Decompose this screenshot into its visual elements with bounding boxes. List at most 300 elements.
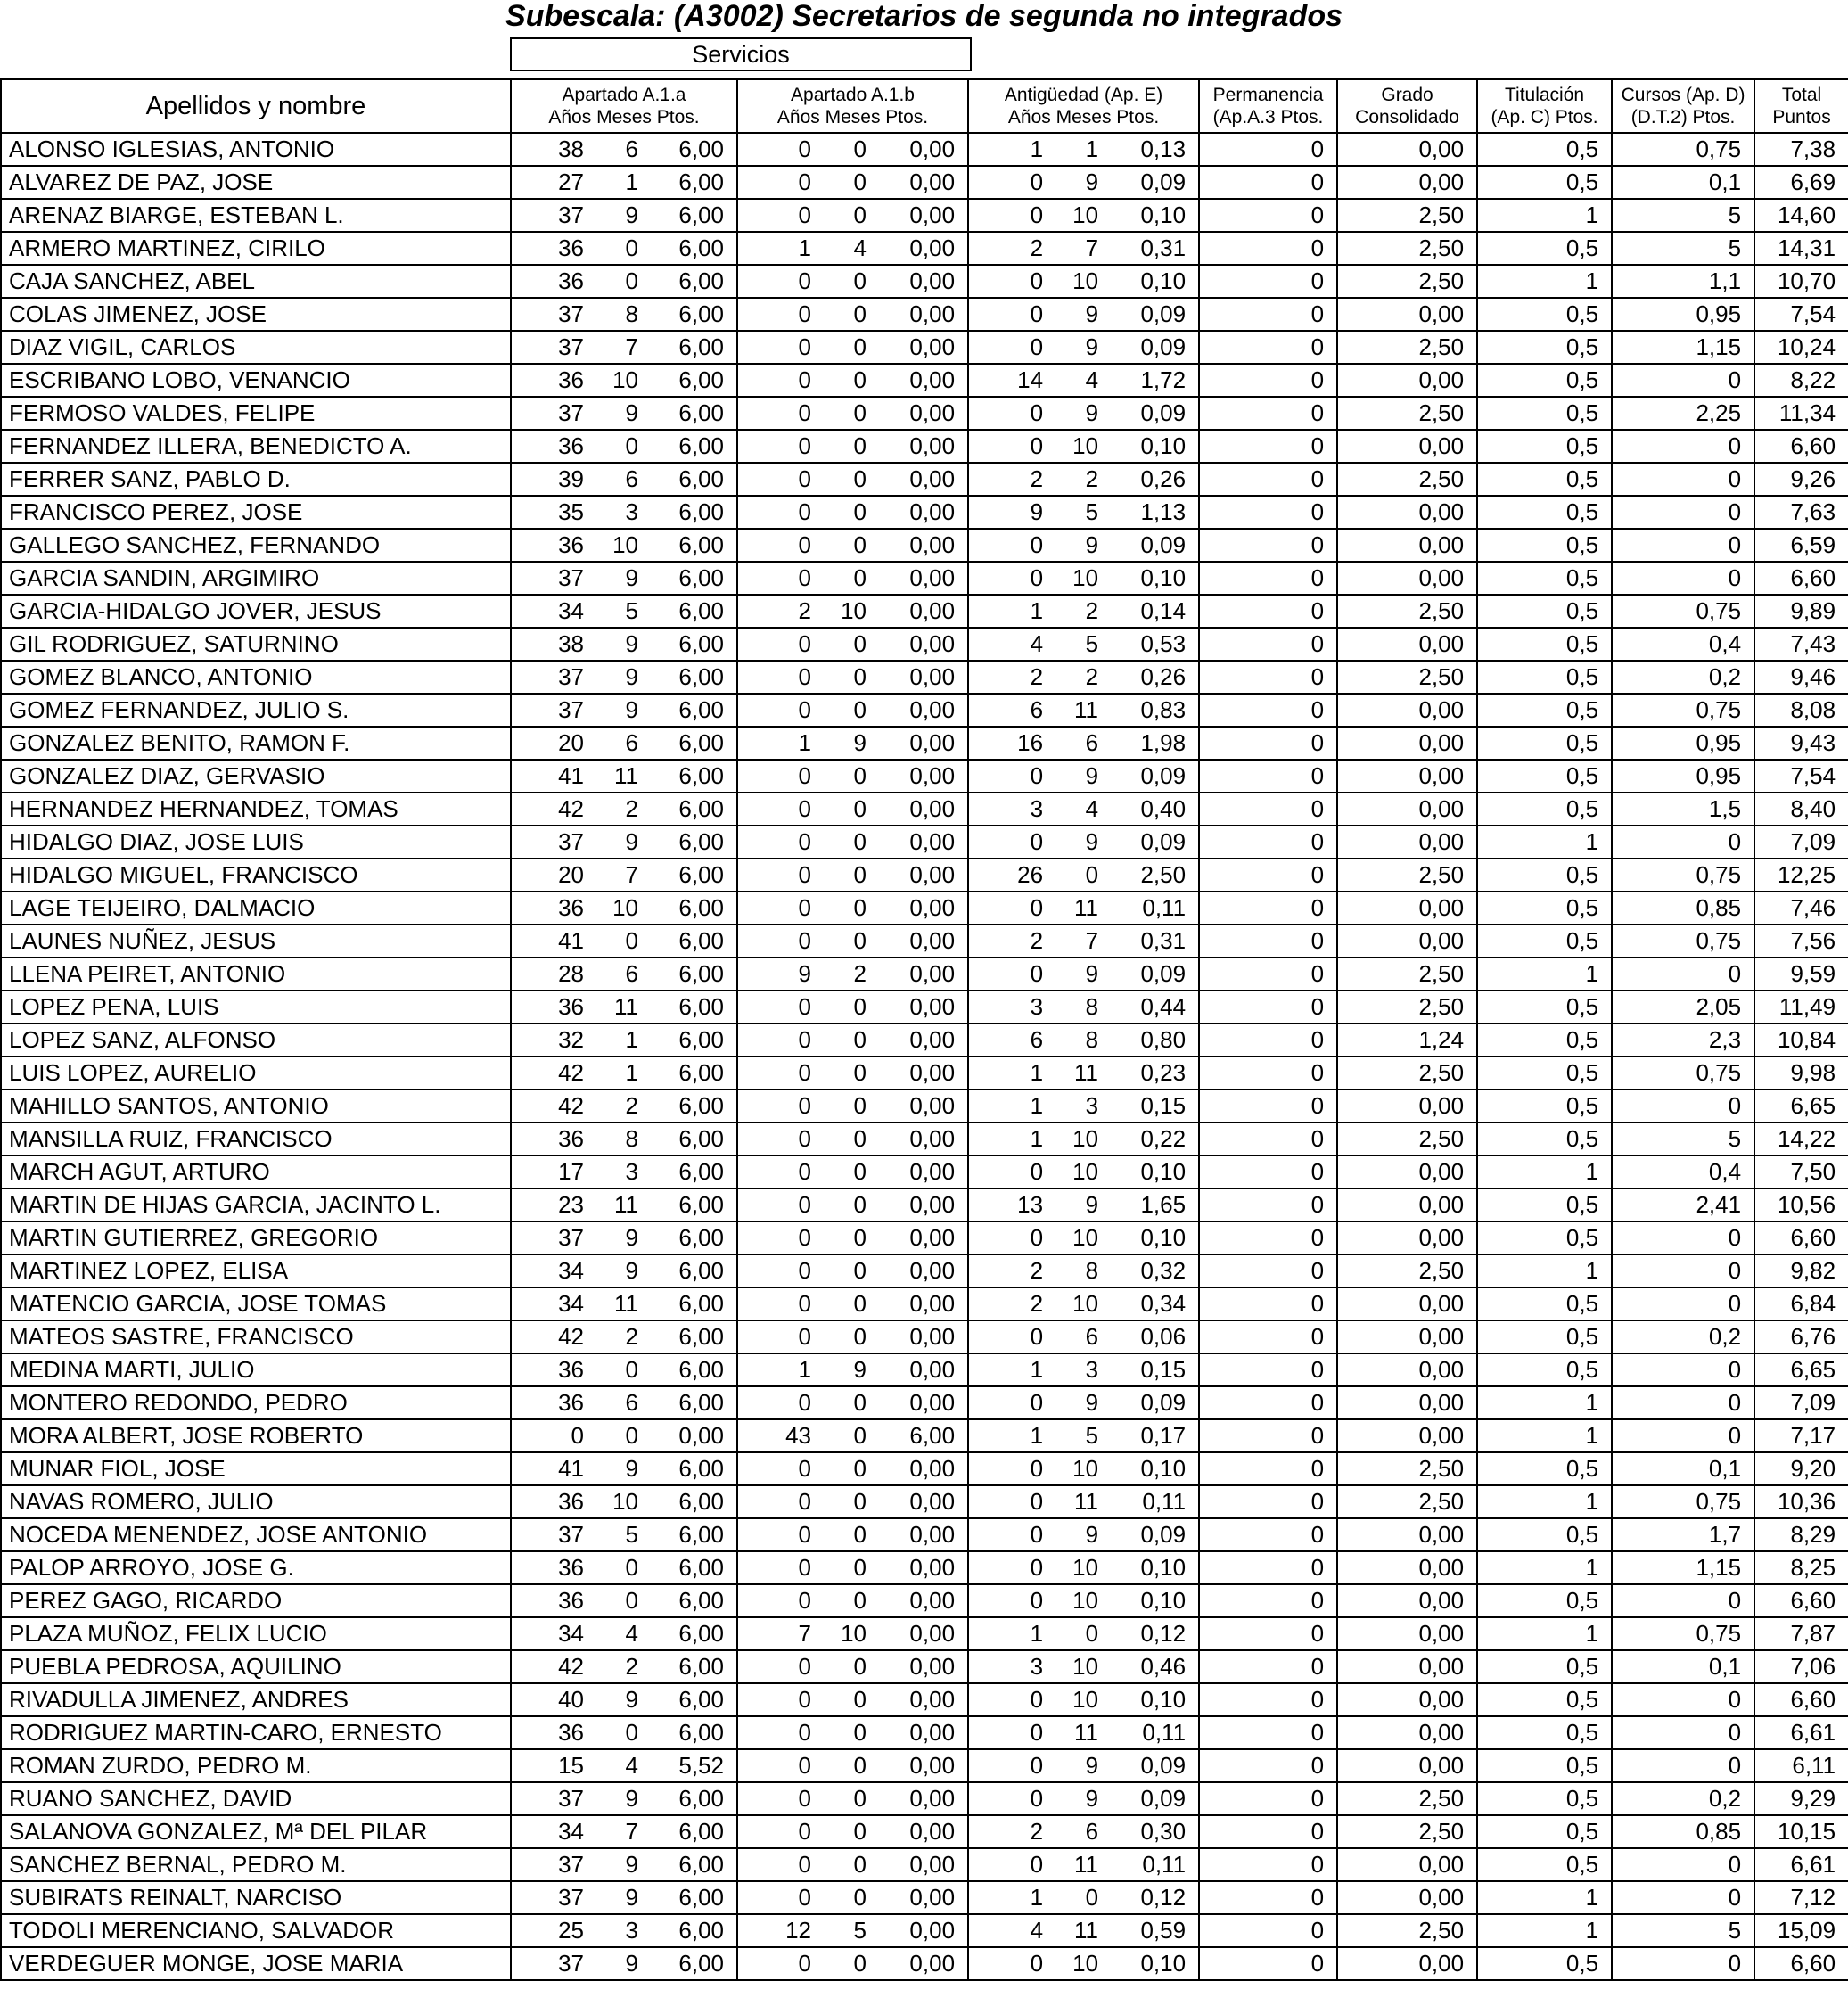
cell-grado: 0,00	[1337, 1188, 1477, 1221]
cell-grado: 2,50	[1337, 958, 1477, 991]
cell-cursos: 0	[1612, 562, 1754, 595]
table-row	[1, 1419, 1848, 1452]
cell-titulacion: 0,5	[1477, 463, 1612, 496]
cell-total: 8,22	[1754, 364, 1848, 397]
cell-a1a-years: 42	[511, 793, 589, 826]
cell-titulacion: 1	[1477, 1386, 1612, 1419]
cell-titulacion: 0,5	[1477, 397, 1612, 430]
cell-a1b-points: 0,00	[872, 1716, 968, 1749]
cell-ant-months: 6	[1048, 1815, 1104, 1848]
cell-name: MEDINA MARTI, JULIO	[1, 1353, 511, 1386]
cell-ant-years: 6	[968, 694, 1048, 727]
cell-a1a-points: 6,00	[644, 1320, 737, 1353]
cell-ant-months: 9	[1048, 166, 1104, 199]
cell-ant-months: 11	[1048, 1914, 1104, 1947]
cell-cursos: 5	[1612, 232, 1754, 265]
cell-a1a-points: 6,00	[644, 1122, 737, 1155]
cell-name: CAJA SANCHEZ, ABEL	[1, 265, 511, 298]
table-row	[1, 1749, 1848, 1782]
cell-cursos: 0	[1612, 1254, 1754, 1287]
column-header-cursos	[1612, 79, 1754, 133]
cell-permanencia: 0	[1199, 1683, 1337, 1716]
cell-ant-points: 1,13	[1104, 496, 1199, 529]
cell-total: 7,09	[1754, 826, 1848, 859]
cell-ant-points: 0,32	[1104, 1254, 1199, 1287]
cell-titulacion: 0,5	[1477, 562, 1612, 595]
cell-ant-years: 0	[968, 1386, 1048, 1419]
cell-a1a-years: 37	[511, 826, 589, 859]
cell-cursos: 0	[1612, 1683, 1754, 1716]
cell-cursos: 0,75	[1612, 859, 1754, 892]
cell-total: 6,60	[1754, 430, 1848, 463]
table-body	[1, 133, 1848, 1980]
cell-permanencia: 0	[1199, 1155, 1337, 1188]
cell-ant-years: 0	[968, 265, 1048, 298]
cell-total: 6,60	[1754, 562, 1848, 595]
cell-titulacion: 0,5	[1477, 793, 1612, 826]
cell-grado: 2,50	[1337, 1815, 1477, 1848]
cell-ant-years: 0	[968, 1518, 1048, 1551]
table-row	[1, 1386, 1848, 1419]
cell-a1a-months: 9	[589, 826, 644, 859]
cell-cursos: 0,75	[1612, 133, 1754, 166]
cell-titulacion: 0,5	[1477, 1024, 1612, 1057]
cell-name: GALLEGO SANCHEZ, FERNANDO	[1, 529, 511, 562]
cell-ant-months: 4	[1048, 793, 1104, 826]
cell-ant-years: 2	[968, 1287, 1048, 1320]
cell-a1a-months: 11	[589, 760, 644, 793]
cell-a1b-months: 0	[817, 1947, 872, 1980]
table-row	[1, 925, 1848, 958]
cell-ant-months: 0	[1048, 1881, 1104, 1914]
cell-name: GONZALEZ DIAZ, GERVASIO	[1, 760, 511, 793]
cell-ant-points: 1,65	[1104, 1188, 1199, 1221]
cell-a1a-points: 6,00	[644, 1254, 737, 1287]
cell-a1b-points: 0,00	[872, 1452, 968, 1485]
cell-titulacion: 0,5	[1477, 1848, 1612, 1881]
cell-total: 7,87	[1754, 1617, 1848, 1650]
cell-cursos: 0,75	[1612, 1485, 1754, 1518]
cell-a1a-years: 39	[511, 463, 589, 496]
cell-a1b-points: 0,00	[872, 1254, 968, 1287]
cell-total: 7,63	[1754, 496, 1848, 529]
cell-a1a-years: 37	[511, 397, 589, 430]
cell-a1b-months: 0	[817, 397, 872, 430]
cell-a1b-months: 0	[817, 1551, 872, 1584]
cell-a1a-months: 0	[589, 430, 644, 463]
header-line: Cursos (Ap. D)	[1621, 85, 1745, 105]
cell-total: 7,56	[1754, 925, 1848, 958]
cell-permanencia: 0	[1199, 1188, 1337, 1221]
cell-cursos: 0,85	[1612, 1815, 1754, 1848]
cell-total: 8,40	[1754, 793, 1848, 826]
cell-ant-years: 16	[968, 727, 1048, 760]
cell-permanencia: 0	[1199, 1452, 1337, 1485]
cell-a1a-years: 37	[511, 562, 589, 595]
cell-a1b-years: 0	[737, 1320, 817, 1353]
cell-ant-years: 2	[968, 1254, 1048, 1287]
cell-a1a-years: 32	[511, 1024, 589, 1057]
cell-ant-months: 10	[1048, 1947, 1104, 1980]
cell-a1b-points: 0,00	[872, 1353, 968, 1386]
cell-a1a-months: 0	[589, 1353, 644, 1386]
cell-a1a-months: 7	[589, 331, 644, 364]
cell-a1a-points: 6,00	[644, 1057, 737, 1089]
cell-a1a-years: 20	[511, 859, 589, 892]
cell-a1b-years: 0	[737, 628, 817, 661]
cell-a1a-points: 6,00	[644, 1485, 737, 1518]
cell-a1b-months: 0	[817, 1584, 872, 1617]
cell-cursos: 0,2	[1612, 1320, 1754, 1353]
cell-ant-months: 7	[1048, 925, 1104, 958]
cell-name: ESCRIBANO LOBO, VENANCIO	[1, 364, 511, 397]
cell-a1b-points: 0,00	[872, 298, 968, 331]
cell-titulacion: 0,5	[1477, 1122, 1612, 1155]
cell-a1b-months: 0	[817, 199, 872, 232]
cell-permanencia: 0	[1199, 1551, 1337, 1584]
cell-titulacion: 1	[1477, 199, 1612, 232]
table-row	[1, 298, 1848, 331]
cell-a1b-months: 0	[817, 364, 872, 397]
cell-cursos: 0,1	[1612, 1650, 1754, 1683]
cell-ant-points: 0,10	[1104, 430, 1199, 463]
cell-cursos: 0,4	[1612, 1155, 1754, 1188]
cell-titulacion: 1	[1477, 958, 1612, 991]
cell-name: DIAZ VIGIL, CARLOS	[1, 331, 511, 364]
cell-grado: 1,24	[1337, 1024, 1477, 1057]
cell-name: FERNANDEZ ILLERA, BENEDICTO A.	[1, 430, 511, 463]
cell-cursos: 0	[1612, 1848, 1754, 1881]
cell-ant-years: 3	[968, 1650, 1048, 1683]
table-row	[1, 1254, 1848, 1287]
cell-a1a-points: 6,00	[644, 166, 737, 199]
cell-permanencia: 0	[1199, 397, 1337, 430]
cell-a1a-points: 6,00	[644, 1518, 737, 1551]
cell-a1a-years: 36	[511, 1386, 589, 1419]
cell-titulacion: 0,5	[1477, 991, 1612, 1024]
cell-ant-months: 11	[1048, 694, 1104, 727]
cell-permanencia: 0	[1199, 1287, 1337, 1320]
table-row	[1, 1650, 1848, 1683]
cell-grado: 0,00	[1337, 298, 1477, 331]
cell-ant-months: 4	[1048, 364, 1104, 397]
cell-a1b-years: 0	[737, 793, 817, 826]
cell-ant-years: 2	[968, 463, 1048, 496]
cell-name: COLAS JIMENEZ, JOSE	[1, 298, 511, 331]
cell-ant-years: 2	[968, 1815, 1048, 1848]
cell-ant-points: 1,72	[1104, 364, 1199, 397]
cell-a1b-points: 0,00	[872, 133, 968, 166]
cell-a1a-months: 0	[589, 1551, 644, 1584]
cell-name: SALANOVA GONZALEZ, Mª DEL PILAR	[1, 1815, 511, 1848]
cell-permanencia: 0	[1199, 1024, 1337, 1057]
cell-grado: 2,50	[1337, 595, 1477, 628]
cell-permanencia: 0	[1199, 463, 1337, 496]
cell-a1a-months: 6	[589, 133, 644, 166]
cell-titulacion: 0,5	[1477, 430, 1612, 463]
cell-a1b-months: 0	[817, 628, 872, 661]
cell-total: 9,26	[1754, 463, 1848, 496]
cell-name: NAVAS ROMERO, JULIO	[1, 1485, 511, 1518]
cell-titulacion: 0,5	[1477, 133, 1612, 166]
cell-ant-months: 0	[1048, 1617, 1104, 1650]
cell-a1a-months: 9	[589, 1947, 644, 1980]
cell-permanencia: 0	[1199, 925, 1337, 958]
cell-total: 7,50	[1754, 1155, 1848, 1188]
cell-permanencia: 0	[1199, 1914, 1337, 1947]
cell-name: SUBIRATS REINALT, NARCISO	[1, 1881, 511, 1914]
cell-a1b-years: 0	[737, 364, 817, 397]
cell-ant-years: 6	[968, 1024, 1048, 1057]
cell-ant-years: 0	[968, 1155, 1048, 1188]
cell-a1b-years: 1	[737, 1353, 817, 1386]
cell-a1b-months: 0	[817, 892, 872, 925]
cell-a1b-years: 0	[737, 166, 817, 199]
cell-name: VERDEGUER MONGE, JOSE MARIA	[1, 1947, 511, 1980]
column-header-permanencia	[1199, 79, 1337, 133]
cell-ant-months: 10	[1048, 1221, 1104, 1254]
cell-name: MANSILLA RUIZ, FRANCISCO	[1, 1122, 511, 1155]
cell-a1b-years: 0	[737, 1782, 817, 1815]
cell-a1a-points: 6,00	[644, 694, 737, 727]
cell-a1b-points: 0,00	[872, 1122, 968, 1155]
cell-total: 12,25	[1754, 859, 1848, 892]
table-row	[1, 1155, 1848, 1188]
cell-a1a-years: 37	[511, 694, 589, 727]
cell-a1b-months: 0	[817, 1254, 872, 1287]
page-title: Subescala: (A3002) Secretarios de segunda no integrados	[505, 0, 1343, 33]
cell-grado: 2,50	[1337, 1782, 1477, 1815]
cell-permanencia: 0	[1199, 694, 1337, 727]
cell-a1b-months: 0	[817, 1518, 872, 1551]
cell-titulacion: 0,5	[1477, 1650, 1612, 1683]
cell-ant-years: 0	[968, 760, 1048, 793]
cell-a1a-months: 10	[589, 892, 644, 925]
cell-a1b-points: 0,00	[872, 562, 968, 595]
cell-ant-points: 0,10	[1104, 1683, 1199, 1716]
servicios-group-header: Servicios	[510, 37, 972, 71]
cell-a1a-points: 6,00	[644, 1155, 737, 1188]
cell-titulacion: 1	[1477, 826, 1612, 859]
cell-name: RIVADULLA JIMENEZ, ANDRES	[1, 1683, 511, 1716]
cell-total: 6,61	[1754, 1848, 1848, 1881]
cell-cursos: 0,75	[1612, 925, 1754, 958]
cell-a1a-years: 20	[511, 727, 589, 760]
cell-a1a-years: 36	[511, 364, 589, 397]
table-row	[1, 1815, 1848, 1848]
cell-name: FERRER SANZ, PABLO D.	[1, 463, 511, 496]
cell-a1b-points: 0,00	[872, 1815, 968, 1848]
cell-ant-points: 0,30	[1104, 1815, 1199, 1848]
cell-permanencia: 0	[1199, 166, 1337, 199]
cell-permanencia: 0	[1199, 1650, 1337, 1683]
cell-ant-months: 9	[1048, 1782, 1104, 1815]
cell-total: 14,31	[1754, 232, 1848, 265]
cell-total: 6,69	[1754, 166, 1848, 199]
cell-a1b-points: 0,00	[872, 760, 968, 793]
cell-a1a-points: 6,00	[644, 1947, 737, 1980]
cell-name: HIDALGO DIAZ, JOSE LUIS	[1, 826, 511, 859]
cell-ant-years: 4	[968, 628, 1048, 661]
cell-ant-months: 10	[1048, 1584, 1104, 1617]
cell-titulacion: 0,5	[1477, 595, 1612, 628]
cell-a1b-years: 0	[737, 1551, 817, 1584]
cell-a1b-months: 0	[817, 1089, 872, 1122]
cell-name: HERNANDEZ HERNANDEZ, TOMAS	[1, 793, 511, 826]
cell-a1a-points: 6,00	[644, 1650, 737, 1683]
cell-permanencia: 0	[1199, 1881, 1337, 1914]
cell-ant-points: 0,15	[1104, 1353, 1199, 1386]
cell-ant-months: 11	[1048, 1057, 1104, 1089]
cell-a1b-years: 0	[737, 694, 817, 727]
cell-a1a-years: 37	[511, 1947, 589, 1980]
cell-grado: 0,00	[1337, 1617, 1477, 1650]
cell-a1b-months: 0	[817, 463, 872, 496]
cell-ant-points: 0,09	[1104, 1749, 1199, 1782]
cell-ant-years: 1	[968, 1057, 1048, 1089]
table-row	[1, 1188, 1848, 1221]
cell-a1b-points: 0,00	[872, 1485, 968, 1518]
cell-ant-years: 2	[968, 661, 1048, 694]
table-row	[1, 463, 1848, 496]
cell-total: 10,56	[1754, 1188, 1848, 1221]
cell-permanencia: 0	[1199, 1518, 1337, 1551]
cell-titulacion: 1	[1477, 1881, 1612, 1914]
table-row	[1, 166, 1848, 199]
cell-titulacion: 1	[1477, 1254, 1612, 1287]
header-line: Antigüedad (Ap. E)	[1004, 85, 1163, 105]
cell-total: 10,70	[1754, 265, 1848, 298]
cell-a1b-years: 43	[737, 1419, 817, 1452]
cell-permanencia: 0	[1199, 1848, 1337, 1881]
cell-a1a-years: 42	[511, 1057, 589, 1089]
table-header-row	[1, 79, 1848, 133]
cell-titulacion: 0,5	[1477, 1287, 1612, 1320]
cell-cursos: 5	[1612, 1122, 1754, 1155]
cell-ant-years: 2	[968, 925, 1048, 958]
cell-ant-months: 10	[1048, 1683, 1104, 1716]
cell-ant-points: 0,06	[1104, 1320, 1199, 1353]
cell-a1b-points: 6,00	[872, 1419, 968, 1452]
cell-ant-years: 0	[968, 1452, 1048, 1485]
cell-a1b-years: 0	[737, 331, 817, 364]
cell-total: 7,38	[1754, 133, 1848, 166]
header-line: Titulación	[1504, 85, 1585, 105]
cell-cursos: 2,3	[1612, 1024, 1754, 1057]
cell-total: 6,84	[1754, 1287, 1848, 1320]
table-row	[1, 1848, 1848, 1881]
cell-a1a-points: 6,00	[644, 1188, 737, 1221]
cell-grado: 0,00	[1337, 628, 1477, 661]
cell-ant-points: 0,11	[1104, 892, 1199, 925]
cell-a1a-months: 9	[589, 397, 644, 430]
cell-ant-months: 10	[1048, 562, 1104, 595]
table-row	[1, 562, 1848, 595]
cell-a1a-months: 7	[589, 1815, 644, 1848]
cell-name: GIL RODRIGUEZ, SATURNINO	[1, 628, 511, 661]
cell-permanencia: 0	[1199, 199, 1337, 232]
cell-ant-points: 0,11	[1104, 1848, 1199, 1881]
cell-grado: 2,50	[1337, 661, 1477, 694]
cell-a1b-points: 0,00	[872, 1287, 968, 1320]
cell-a1a-points: 6,00	[644, 958, 737, 991]
cell-a1b-years: 0	[737, 1221, 817, 1254]
cell-permanencia: 0	[1199, 793, 1337, 826]
cell-grado: 0,00	[1337, 1683, 1477, 1716]
cell-name: MONTERO REDONDO, PEDRO	[1, 1386, 511, 1419]
cell-name: PLAZA MUÑOZ, FELIX LUCIO	[1, 1617, 511, 1650]
cell-total: 11,34	[1754, 397, 1848, 430]
cell-ant-months: 10	[1048, 1122, 1104, 1155]
table-row	[1, 265, 1848, 298]
cell-a1a-points: 6,00	[644, 463, 737, 496]
cell-a1a-months: 2	[589, 1089, 644, 1122]
cell-cursos: 0	[1612, 958, 1754, 991]
cell-ant-months: 9	[1048, 1518, 1104, 1551]
cell-ant-years: 3	[968, 991, 1048, 1024]
cell-ant-months: 10	[1048, 430, 1104, 463]
cell-grado: 2,50	[1337, 1485, 1477, 1518]
header-line: Años Meses Ptos.	[548, 107, 700, 127]
cell-ant-points: 0,09	[1104, 331, 1199, 364]
cell-name: GARCIA SANDIN, ARGIMIRO	[1, 562, 511, 595]
cell-a1a-months: 11	[589, 1287, 644, 1320]
cell-name: ALONSO IGLESIAS, ANTONIO	[1, 133, 511, 166]
cell-name: PALOP ARROYO, JOSE G.	[1, 1551, 511, 1584]
cell-cursos: 0,2	[1612, 1782, 1754, 1815]
cell-cursos: 5	[1612, 199, 1754, 232]
cell-grado: 2,50	[1337, 859, 1477, 892]
cell-a1a-years: 37	[511, 1518, 589, 1551]
cell-permanencia: 0	[1199, 1254, 1337, 1287]
cell-a1a-months: 9	[589, 661, 644, 694]
cell-name: FERMOSO VALDES, FELIPE	[1, 397, 511, 430]
cell-permanencia: 0	[1199, 265, 1337, 298]
cell-a1b-months: 0	[817, 166, 872, 199]
cell-a1a-years: 38	[511, 628, 589, 661]
cell-a1b-months: 0	[817, 826, 872, 859]
cell-a1a-months: 10	[589, 529, 644, 562]
cell-ant-years: 1	[968, 133, 1048, 166]
cell-a1a-years: 36	[511, 529, 589, 562]
cell-permanencia: 0	[1199, 298, 1337, 331]
cell-a1b-points: 0,00	[872, 529, 968, 562]
cell-a1b-months: 0	[817, 925, 872, 958]
cell-cursos: 0,75	[1612, 1617, 1754, 1650]
cell-ant-points: 0,46	[1104, 1650, 1199, 1683]
cell-a1b-months: 0	[817, 661, 872, 694]
cell-ant-points: 0,26	[1104, 463, 1199, 496]
cell-ant-years: 0	[968, 1683, 1048, 1716]
cell-a1a-points: 6,00	[644, 1024, 737, 1057]
cell-ant-years: 1	[968, 1353, 1048, 1386]
cell-titulacion: 1	[1477, 1155, 1612, 1188]
cell-name: MUNAR FIOL, JOSE	[1, 1452, 511, 1485]
cell-a1a-points: 6,00	[644, 1452, 737, 1485]
cell-ant-months: 9	[1048, 331, 1104, 364]
cell-ant-points: 0,53	[1104, 628, 1199, 661]
cell-a1b-years: 9	[737, 958, 817, 991]
cell-a1a-years: 36	[511, 1353, 589, 1386]
cell-a1a-points: 6,00	[644, 1848, 737, 1881]
cell-a1a-months: 0	[589, 1716, 644, 1749]
column-header-a1a	[511, 79, 737, 133]
cell-a1a-points: 6,00	[644, 199, 737, 232]
cell-ant-points: 0,10	[1104, 1221, 1199, 1254]
header-line: Apartado A.1.b	[791, 85, 915, 105]
cell-permanencia: 0	[1199, 1947, 1337, 1980]
cell-total: 9,82	[1754, 1254, 1848, 1287]
